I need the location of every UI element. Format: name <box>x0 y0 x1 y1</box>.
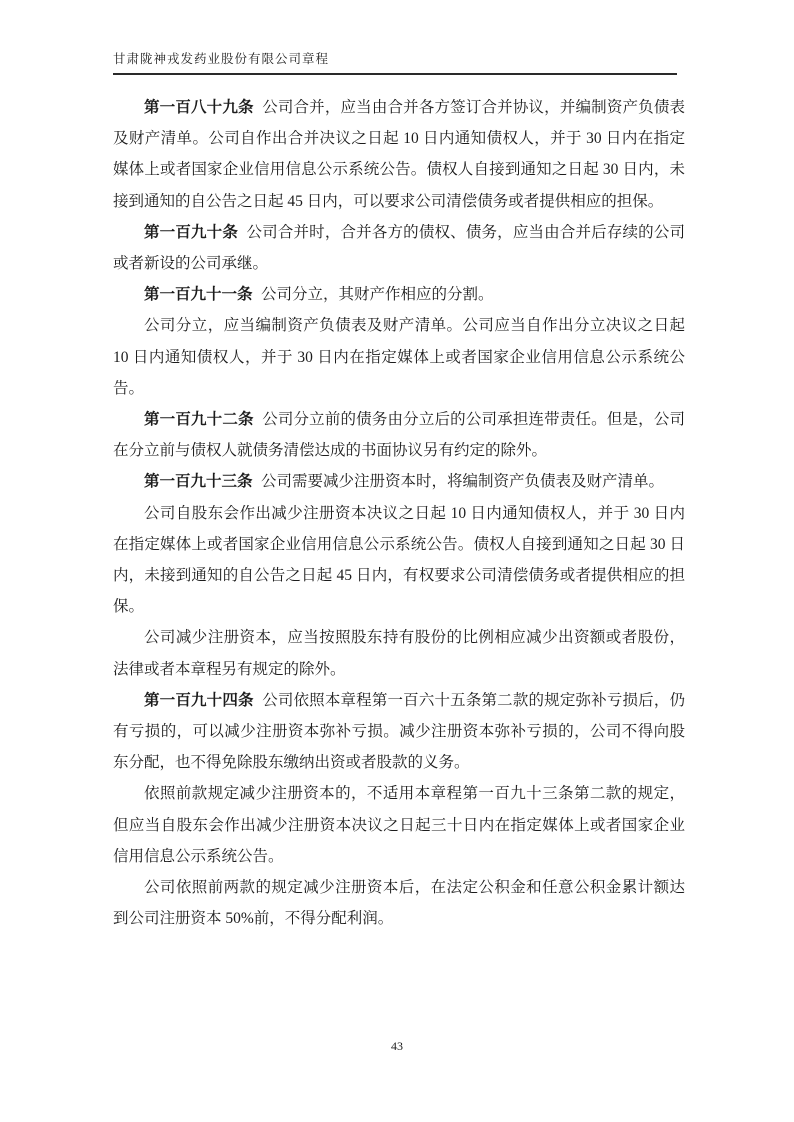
article-number: 第一百九十二条 <box>144 411 254 429</box>
paragraph-text: 公司依照前两款的规定减少注册资本后，在法定公积金和任意公积金累计额达到公司注册资本 50%前，不得分配利润。 <box>113 879 685 928</box>
article-paragraph <box>113 92 685 217</box>
paragraph-text: 公司减少注册资本，应当按照股东持有股份的比例相应减少出资额或者股份，法律或者本章程另有规定的除外。 <box>113 629 685 678</box>
page-number: 43 <box>391 1039 403 1053</box>
paragraph-text: 依照前款规定减少注册资本的，不适用本章程第一百九十三条第二款的规定，但应当自股东会作出减少注册资本决议之日起三十日内在指定媒体上或者国家企业信用信息公示系统公告。 <box>113 785 685 865</box>
article-number: 第一百九十三条 <box>144 473 253 491</box>
page-header <box>113 52 677 75</box>
body-paragraph <box>113 872 685 934</box>
article-paragraph <box>113 685 685 779</box>
paragraph-text: 公司自股东会作出减少注册资本决议之日起 10 日内通知债权人，并于 30 日内在指定媒体上或者国家企业信用信息公示系统公告。债权人自接到通知之日起 30 日内，未接到通知的自公告之日起 45 日内，有权要求公司清偿债务或者提供相应的担保。 <box>113 504 685 616</box>
article-paragraph <box>113 466 685 497</box>
paragraph-text: 公司依照本章程第一百六十五条第二款的规定弥补亏损后，仍有亏损的，可以减少注册资本弥补亏损。减少注册资本弥补亏损的，公司不得向股东分配，也不得免除股东缴纳出资或者股款的义务。 <box>113 691 685 772</box>
article-paragraph <box>113 279 685 310</box>
paragraph-text: 公司分立，应当编制资产负债表及财产清单。公司应当自作出分立决议之日起 10 日内通知债权人，并于 30 日内在指定媒体上或者国家企业信用信息公示系统公告。 <box>113 317 685 397</box>
article-number: 第一百九十条 <box>144 223 238 241</box>
article-number: 第一百九十四条 <box>144 691 254 709</box>
document-body <box>113 92 685 934</box>
paragraph-text: 公司分立前的债务由分立后的公司承担连带责任。但是，公司在分立前与债权人就债务清偿达成的书面协议另有约定的除外。 <box>113 411 685 460</box>
paragraph-text: 公司合并时，合并各方的债权、债务，应当由合并后存续的公司或者新设的公司承继。 <box>113 223 685 273</box>
header-title: 甘肃陇神戎发药业股份有限公司章程 <box>113 52 330 66</box>
body-paragraph <box>113 310 685 404</box>
body-paragraph <box>113 498 685 623</box>
paragraph-text: 公司合并，应当由合并各方签订合并协议，并编制资产负债表及财产清单。公司自作出合并决议之日起 10 日内通知债权人，并于 30 日内在指定媒体上或者国家企业信用信息公示系统公告。债权人自接到通知之日起 30 日内，未接到通知的自公告之日起 45 日内，可以要求公司清偿债务或者提供相应的担保。 <box>113 99 685 210</box>
article-paragraph <box>113 404 685 466</box>
paragraph-text: 公司需要减少注册资本时，将编制资产负债表及财产清单。 <box>261 473 665 491</box>
body-paragraph <box>113 622 685 684</box>
body-paragraph <box>113 778 685 872</box>
page-footer <box>0 1038 794 1054</box>
article-number: 第一百九十一条 <box>144 286 253 304</box>
article-number: 第一百八十九条 <box>144 99 254 116</box>
article-paragraph <box>113 217 685 279</box>
paragraph-text: 公司分立，其财产作相应的分割。 <box>261 286 494 304</box>
